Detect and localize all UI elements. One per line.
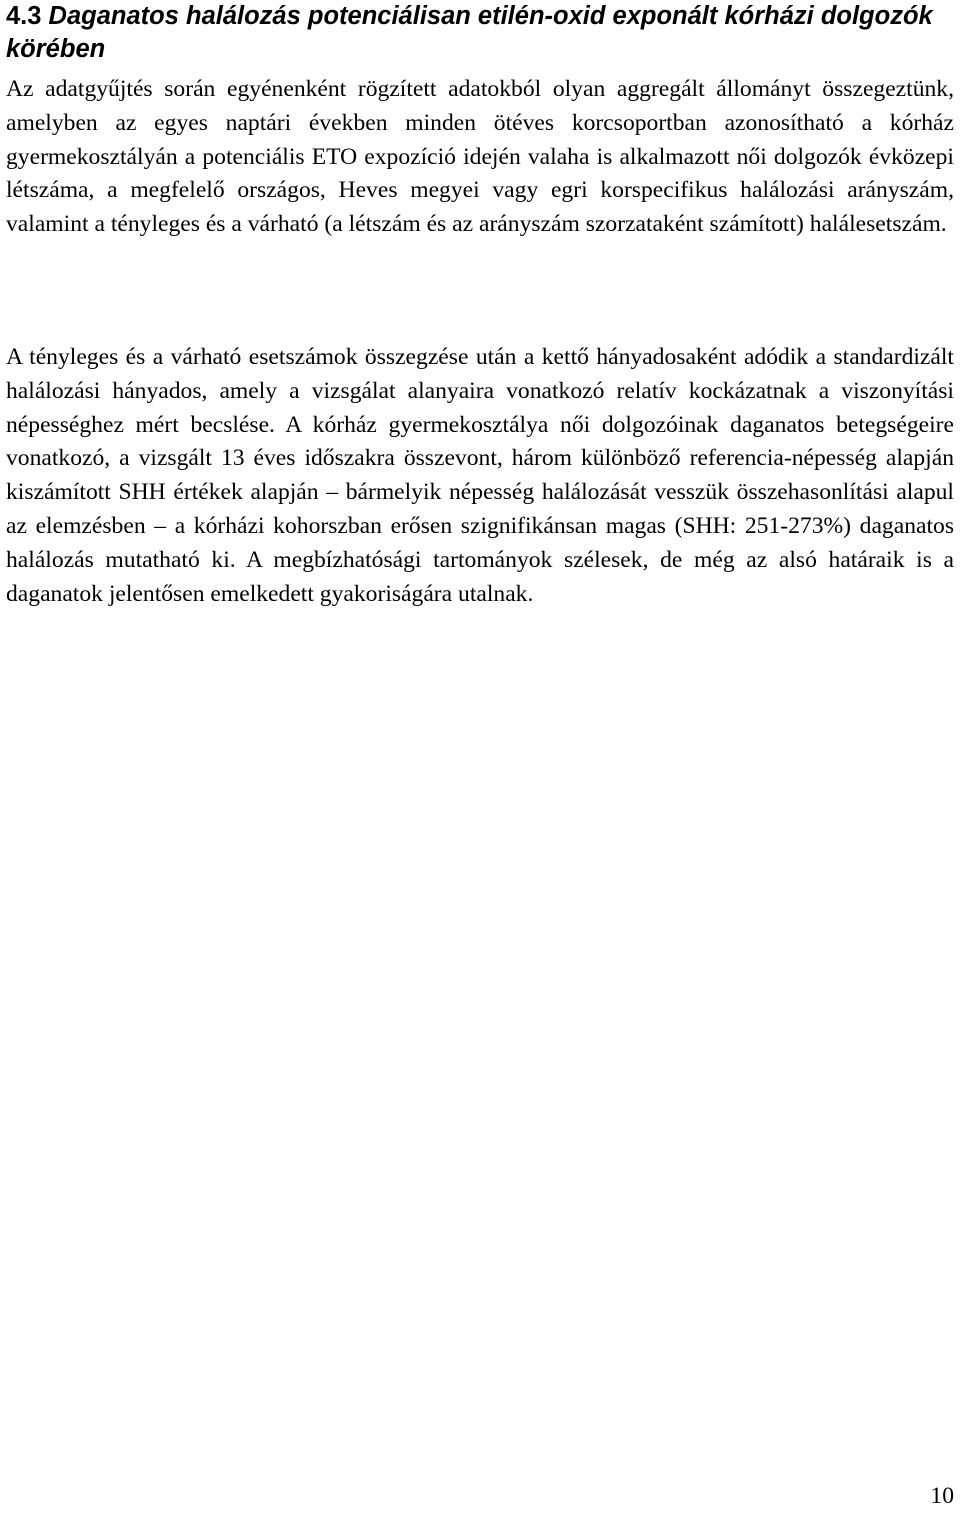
page-number: 10 (930, 1483, 954, 1509)
body-paragraph-1: Az adatgyűjtés során egyénenként rögzített adatokból olyan aggregált állományt összegeztünk, amelyben az egyes naptári években minden ötéves korcsoportban azonosítható a kórház gyermekosztályán a potenciális ETO expozíció idején valaha is alkalmazott női dolgozók évközepi létszáma, a megfelelő országos, Heves megyei vagy egri korspecifikus halálozási arányszám, valamint a tényleges és a várható (a létszám és az arányszám szorzataként számított) halálesetszám. (6, 76, 954, 238)
section-heading (6, 0, 956, 66)
section-number: 4.3 (6, 2, 42, 30)
body-paragraph-2: A tényleges és a várható esetszámok összegzése után a kettő hányadosaként adódik a standardizált halálozási hányados, amely a vizsgálat alanyaira vonatkozó relatív kockázatnak a viszonyítási népességhez mért becslése. A kórház gyermekosztálya női dolgozóinak daganatos betegségeire vonatkozó, a vizsgált 13 éves időszakra összevont, három különböző referencia-népesség alapján kiszámított SHH értékek alapján – bármelyik népesség halálozását vesszük összehasonlítási alapul az elemzésben – a kórházi kohorszban erősen szignifikánsan magas (SHH: 251-273%) daganatos halálozás mutatható ki. A megbízhatósági tartományok szélesek, de még az alsó határaik is a daganatok jelentősen emelkedett gyakoriságára utalnak. (6, 344, 954, 607)
section-title: Daganatos halálozás potenciálisan etilén-oxid exponált kórházi dolgozók körében (6, 2, 933, 63)
